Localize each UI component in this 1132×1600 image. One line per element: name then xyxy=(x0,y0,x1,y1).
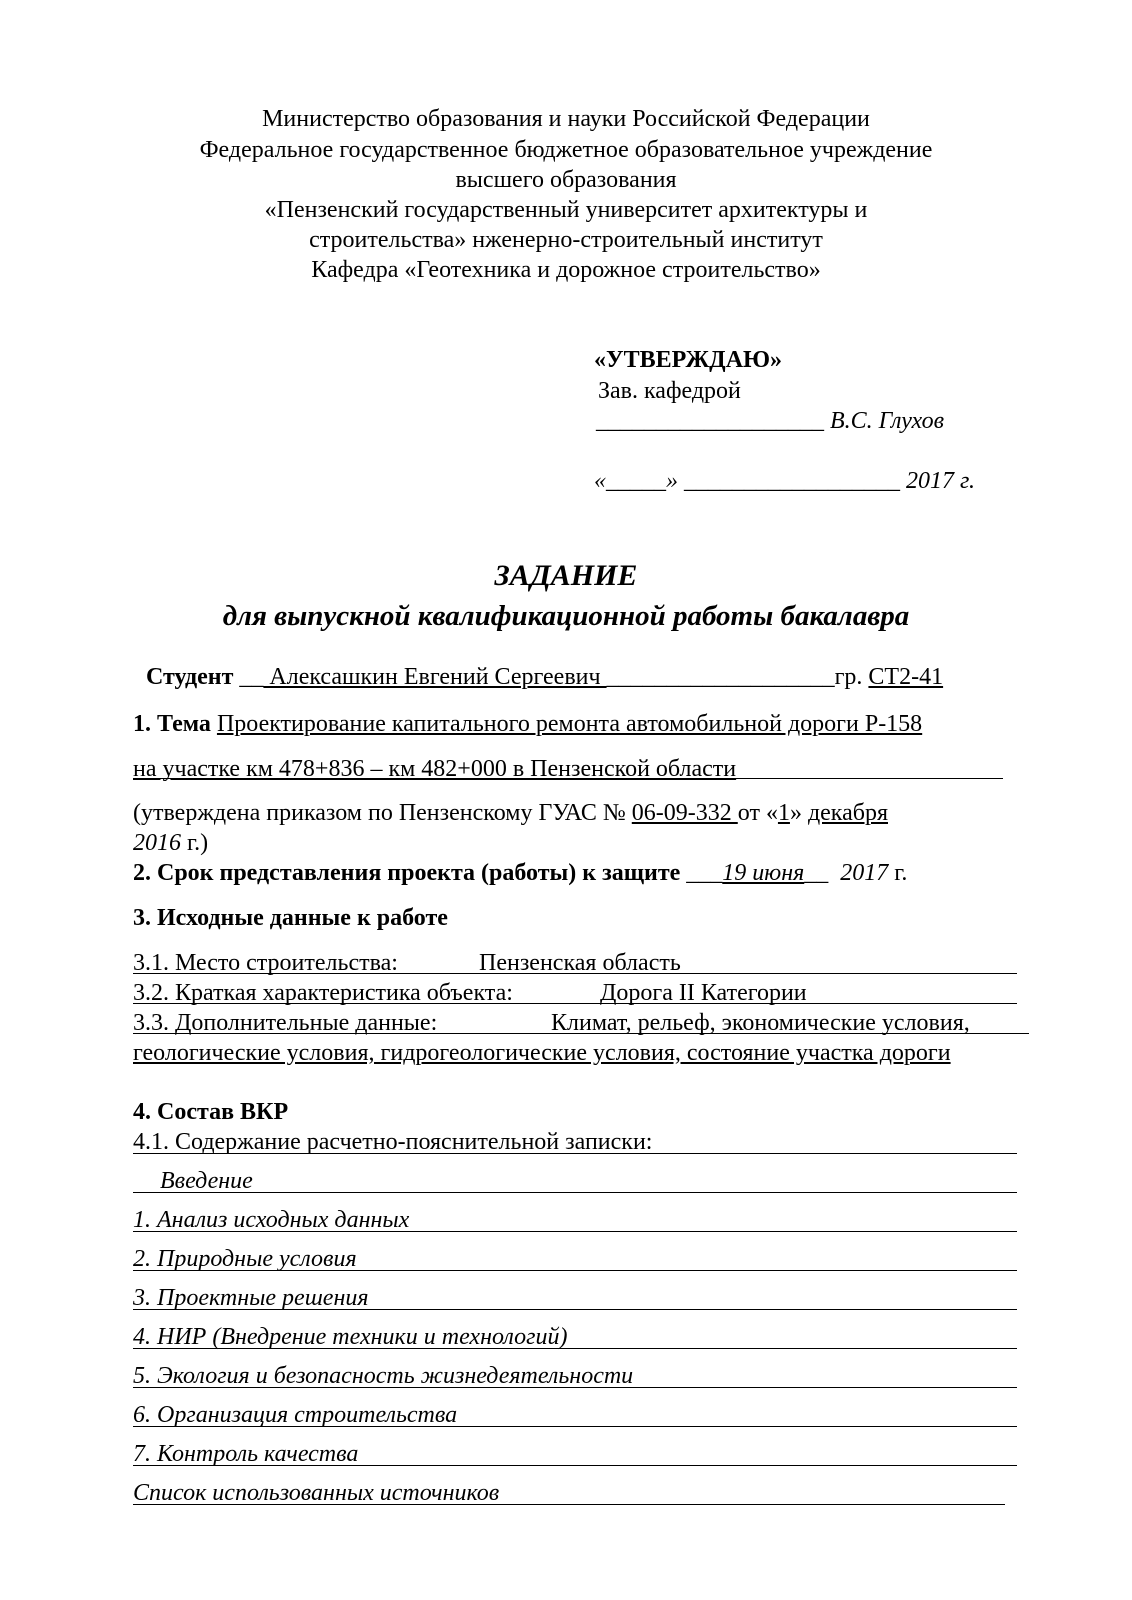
task-title: ЗАДАНИЕ xyxy=(494,559,638,592)
university-line-2: строительства» нженерно-строительный институт xyxy=(309,227,823,253)
order-day: 1 xyxy=(777,800,790,826)
composition-item: 7. Контроль качества xyxy=(133,1441,359,1467)
date-quote-open: « xyxy=(594,468,606,494)
order-close: » xyxy=(789,800,802,826)
student-label: Студент xyxy=(146,664,234,690)
composition-item: 4. НИР (Внедрение техники и технологий) xyxy=(133,1324,568,1350)
order-year: 2016 xyxy=(133,830,181,856)
composition-item: Список использованных источников xyxy=(133,1480,500,1506)
institution-line: Федеральное государственное бюджетное образовательное учреждение xyxy=(199,137,933,163)
topic-label: 1. Тема xyxy=(133,711,211,737)
initial-data-heading: 3. Исходные данные к работе xyxy=(133,905,448,931)
topic-underline xyxy=(133,778,1003,779)
composition-item-underline xyxy=(133,1231,1017,1232)
composition-subheading-underline xyxy=(133,1153,1017,1154)
initial-item-2-value: Дорога II Категории xyxy=(600,980,807,1006)
initial-item-1-underline xyxy=(133,973,1017,974)
composition-heading: 4. Состав ВКР xyxy=(133,1099,289,1125)
initial-item-3-label: 3.3. Дополнительные данные: xyxy=(133,1010,438,1036)
composition-item: 3. Проектные решения xyxy=(133,1285,369,1311)
order-from: от « xyxy=(737,800,778,826)
composition-item: 5. Экология и безопасность жизнедеятельности xyxy=(133,1363,634,1389)
composition-item: Введение xyxy=(160,1168,253,1194)
composition-item-underline xyxy=(133,1387,1017,1388)
order-year-suffix: г.) xyxy=(181,830,209,856)
deadline-label: 2. Срок представления проекта (работы) к защите xyxy=(133,860,681,886)
order-month: декабря xyxy=(807,800,888,826)
student-name: Алексашкин Евгений Сергеевич xyxy=(263,664,607,690)
signature-blank: ___________________ xyxy=(596,408,824,434)
deadline-trail-blank: __ xyxy=(804,860,829,886)
student-lead-blank: __ xyxy=(239,664,264,690)
composition-item-underline xyxy=(133,1309,1017,1310)
date-month-blank: __________________ xyxy=(684,468,900,494)
topic-text-1: Проектирование капитального ремонта автомобильной дороги Р-158 xyxy=(216,711,923,737)
composition-item-underline xyxy=(133,1348,1017,1349)
order-prefix: (утверждена приказом по Пензенскому ГУАС № xyxy=(133,800,626,826)
topic-text-2: на участке км 478+836 – км 482+000 в Пензенской области xyxy=(133,756,737,782)
approval-date-line xyxy=(594,466,975,496)
topic-line-1 xyxy=(133,709,922,739)
initial-item-2-label: 3.2. Краткая характеристика объекта: xyxy=(133,980,513,1006)
task-subtitle: для выпускной квалификационной работы бакалавра xyxy=(222,600,910,632)
composition-item-underline xyxy=(133,1504,1005,1505)
composition-subheading: 4.1. Содержание расчетно-пояснительной записки: xyxy=(133,1129,653,1155)
group-label: гр. xyxy=(834,664,863,690)
approval-signature-line xyxy=(596,406,944,436)
date-day-blank: _____ xyxy=(606,468,666,494)
initial-item-1-value: Пензенская область xyxy=(479,950,681,976)
composition-item-underline xyxy=(133,1192,1017,1193)
approver-name: В.С. Глухов xyxy=(830,408,944,434)
education-level-line: высшего образования xyxy=(455,167,677,193)
initial-item-1-label: 3.1. Место строительства: xyxy=(133,950,398,976)
ministry-line: Министерство образования и науки Российской Федерации xyxy=(262,106,870,132)
approval-title: «УТВЕРЖДАЮ» xyxy=(594,347,783,373)
department-line: Кафедра «Геотехника и дорожное строительство» xyxy=(311,257,821,283)
initial-item-2-underline xyxy=(133,1003,1017,1004)
initial-item-3-value: Климат, рельеф, экономические условия, xyxy=(551,1010,970,1036)
initial-item-3-line-2: геологические условия, гидрогеологические условия, состояние участка дороги xyxy=(133,1040,951,1066)
student-group: СТ2-41 xyxy=(868,664,944,690)
deadline-suffix: г. xyxy=(894,860,908,886)
order-year-line xyxy=(133,828,208,858)
order-line xyxy=(133,798,888,828)
university-line-1: «Пензенский государственный университет архитектуры и xyxy=(264,197,868,223)
student-trail-blank: ___________________ xyxy=(606,664,835,690)
date-quote-close: » xyxy=(666,468,678,494)
order-number: 06-09-332 xyxy=(631,800,738,826)
deadline-line xyxy=(133,858,907,888)
deadline-lead-blank: ___ xyxy=(686,860,723,886)
composition-item: 6. Организация строительства xyxy=(133,1402,458,1428)
deadline-year: 2017 xyxy=(840,860,889,886)
composition-item-underline xyxy=(133,1270,1017,1271)
approval-year: 2017 г. xyxy=(906,468,976,494)
composition-item: 1. Анализ исходных данных xyxy=(133,1207,410,1233)
student-line xyxy=(146,662,943,692)
composition-item: 2. Природные условия xyxy=(133,1246,357,1272)
approval-position: Зав. кафедрой xyxy=(598,378,741,404)
composition-item-underline xyxy=(133,1426,1017,1427)
deadline-date: 19 июня xyxy=(722,860,805,886)
composition-item-underline xyxy=(133,1465,1017,1466)
initial-item-3-underline xyxy=(133,1033,1029,1034)
